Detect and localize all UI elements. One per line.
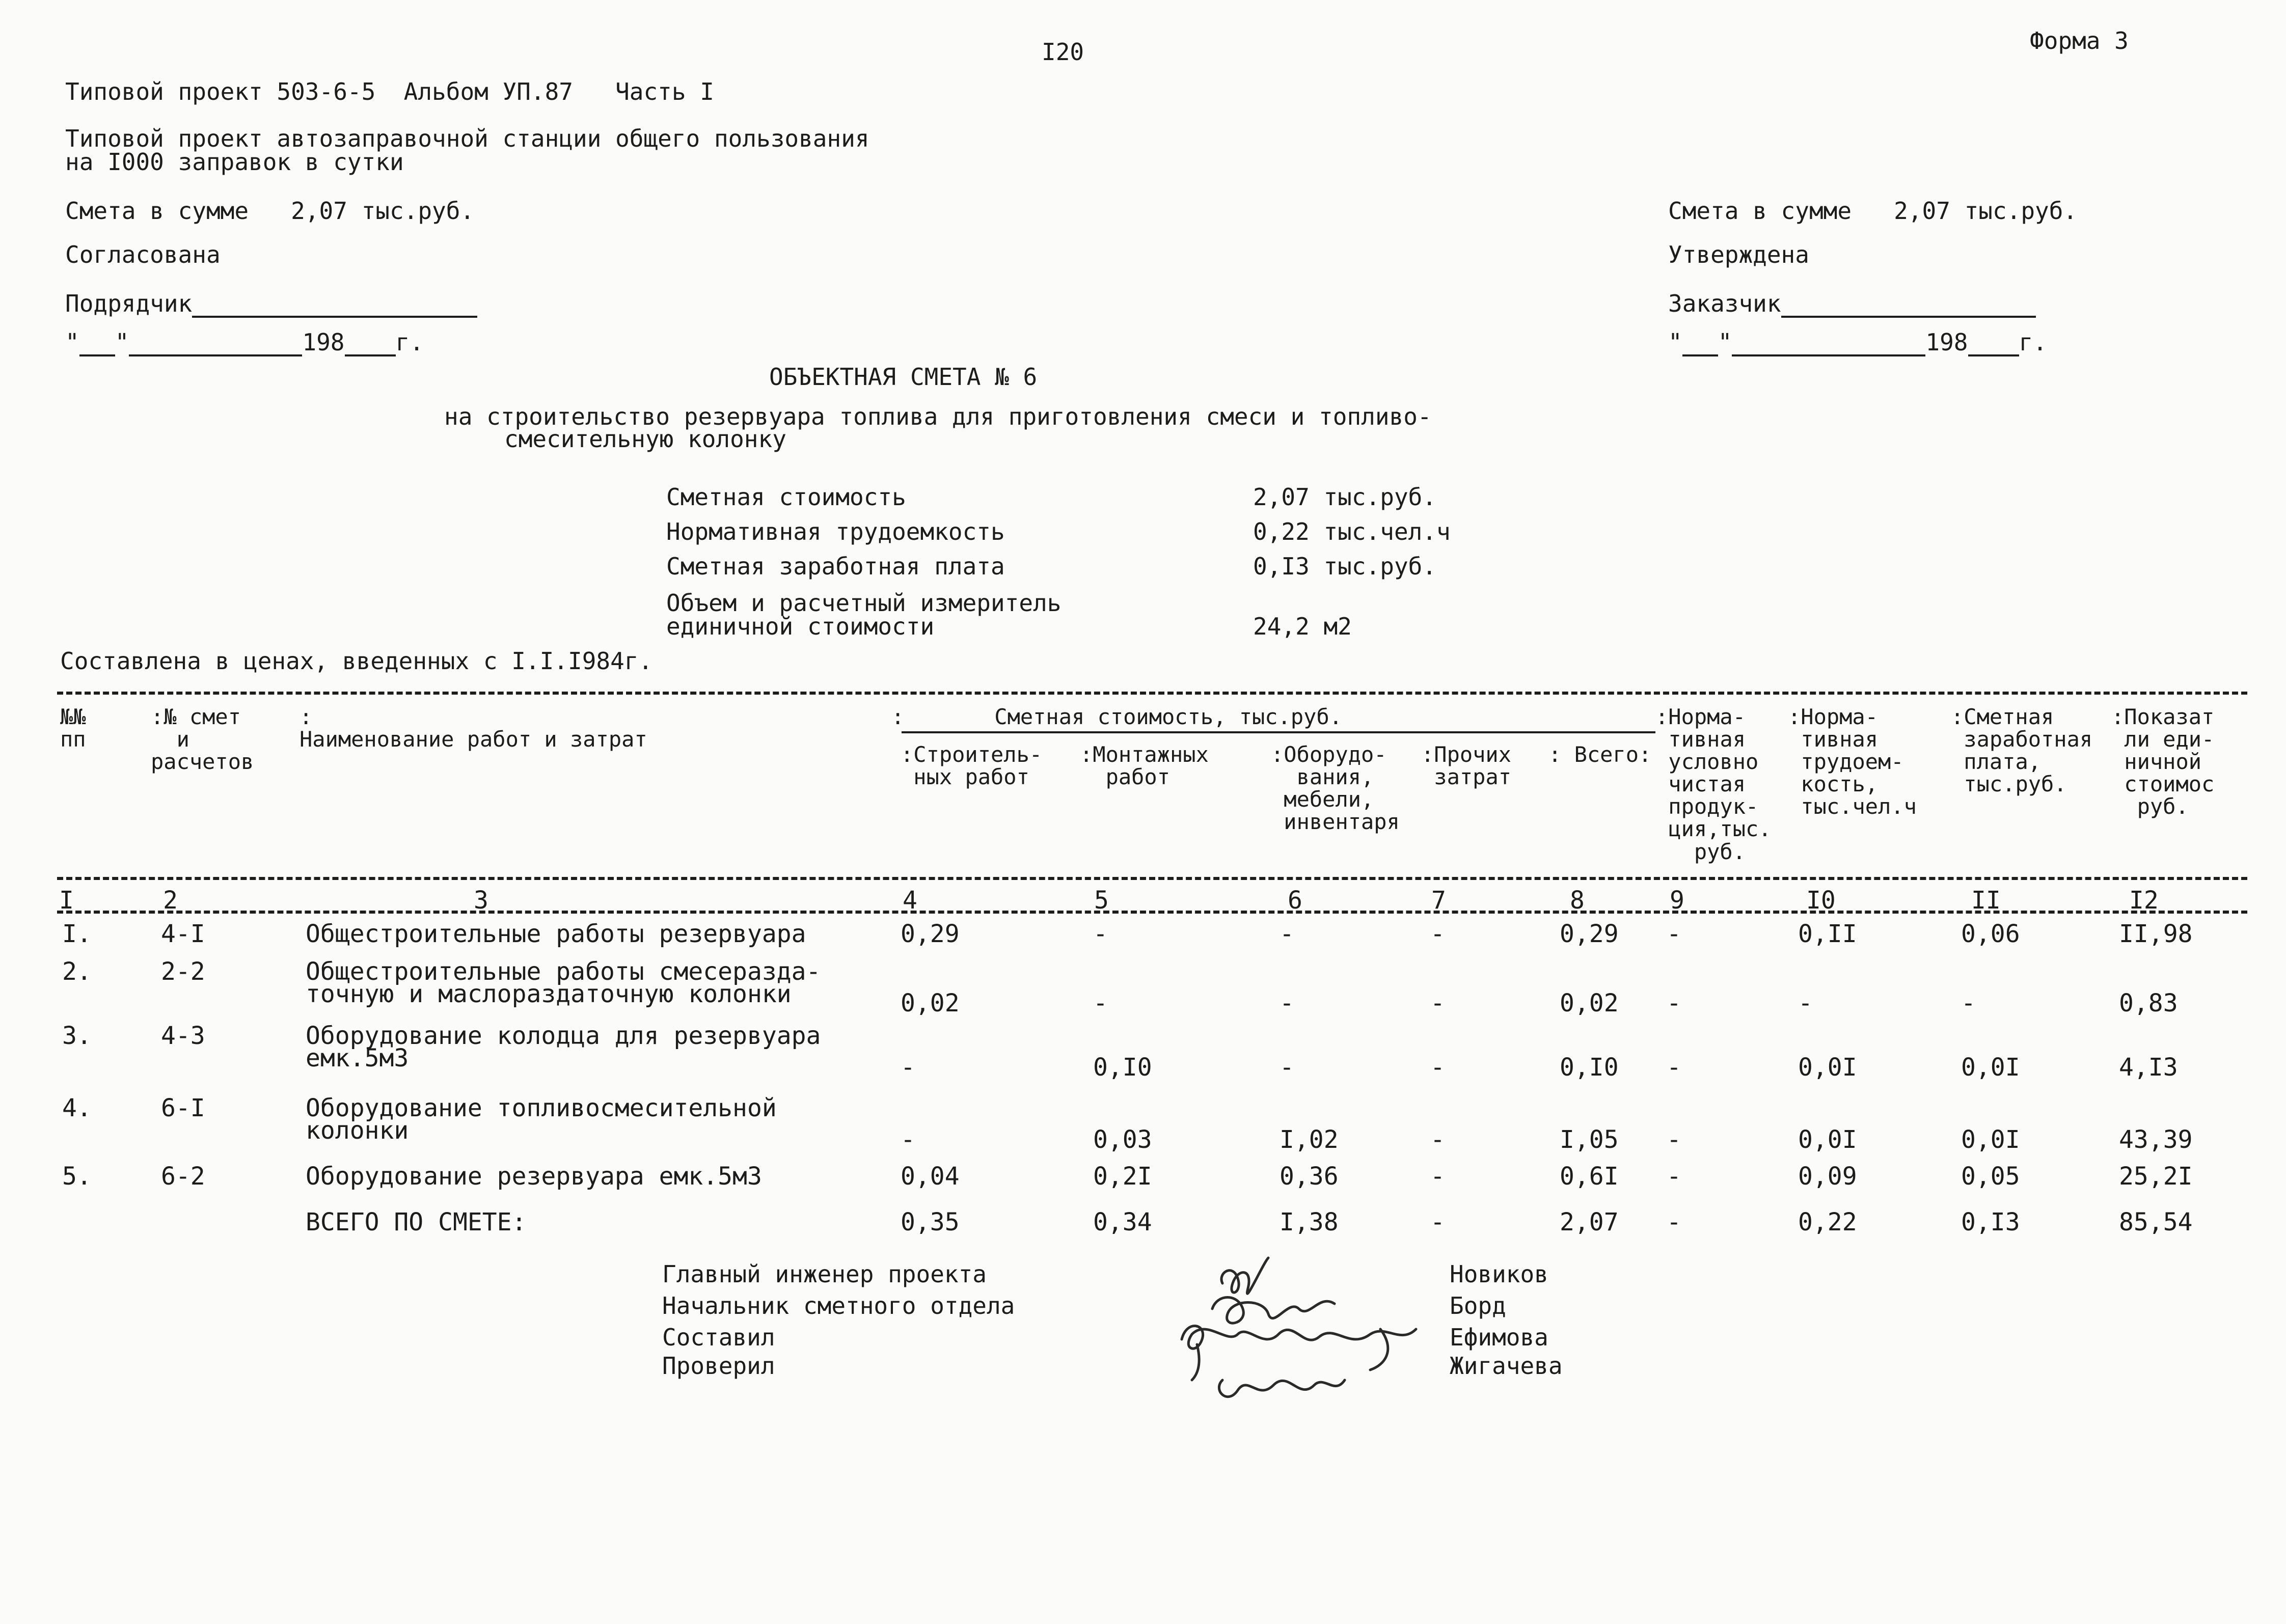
row-work-name: Общестроительные работы резервуара — [306, 920, 806, 948]
row-value-c8: 0,I0 — [1560, 1053, 1619, 1082]
header-bottom-rule — [57, 877, 2247, 880]
header-cost-group: : Сметная стоимость, тыс.руб. — [891, 704, 1343, 729]
row-value-c11: 0,06 — [1961, 920, 2020, 948]
row-value-c11: 0,I3 — [1961, 1208, 2020, 1236]
colnum-11: II — [1971, 886, 2001, 915]
contractor-field — [65, 291, 477, 318]
summary-label-volume-2: единичной стоимости — [666, 613, 935, 640]
row-estimate-ref: 2-2 — [161, 957, 205, 986]
contractor-date: " " 198 г. — [65, 328, 424, 356]
year-prefix: 198 — [302, 328, 345, 356]
row-estimate-ref: 6-2 — [161, 1162, 205, 1191]
header-col-11: :Сметная заработная плата, тыс.руб. — [1951, 704, 2093, 797]
header-col-1: №№ пп — [60, 704, 86, 752]
row-value-c4: 0,29 — [901, 920, 960, 948]
summary-value-cost: 2,07 тыс.руб. — [1253, 483, 1437, 511]
row-value-c10: 0,09 — [1798, 1162, 1857, 1191]
row-value-c5: 0,I0 — [1093, 1053, 1152, 1082]
row-value-c10: 0,22 — [1798, 1208, 1857, 1236]
row-value-c5: - — [1093, 920, 1108, 948]
header-col-2: :№ смет и расчетов — [151, 704, 254, 775]
summary-value-wages: 0,I3 тыс.руб. — [1253, 553, 1437, 580]
row-work-name: Оборудование колодца для резервуара — [306, 1022, 821, 1050]
colnum-4: 4 — [903, 886, 917, 915]
row-value-c10: 0,0I — [1798, 1053, 1857, 1082]
row-value-c6: - — [1280, 920, 1294, 948]
row-work-name: ВСЕГО ПО СМЕТЕ: — [306, 1208, 527, 1236]
customer-field — [1668, 291, 2036, 318]
row-value-c4: 0,02 — [901, 989, 960, 1017]
row-value-c7: - — [1430, 1162, 1445, 1191]
summary-label-cost: Сметная стоимость — [666, 483, 906, 511]
row-value-c5: - — [1093, 989, 1108, 1017]
header-col-3: : Наименование работ и затрат — [300, 704, 647, 752]
colnum-8: 8 — [1570, 886, 1585, 915]
approved-label: Утверждена — [1668, 241, 1809, 268]
row-value-c12: 85,54 — [2119, 1208, 2193, 1236]
row-value-c8: 0,02 — [1560, 989, 1619, 1017]
row-value-c12: 43,39 — [2119, 1125, 2193, 1154]
header-col-10: :Норма- тивная трудоем- кость, тыс.чел.ч — [1788, 704, 1917, 819]
colnum-1: I — [59, 886, 74, 915]
colnum-9: 9 — [1670, 886, 1684, 915]
day-line — [79, 330, 115, 356]
handwritten-signatures — [1166, 1253, 1431, 1416]
month-line — [1732, 330, 1925, 356]
sig-role-estimate-head: Начальник сметного отдела — [662, 1292, 1015, 1319]
row-work-name: Оборудование топливосмесительной — [306, 1094, 777, 1122]
header-col-7: :Прочих затрат — [1421, 742, 1512, 790]
row-value-c10: 0,0I — [1798, 1125, 1857, 1154]
year-prefix: 198 — [1925, 328, 1968, 356]
colnum-10: I0 — [1806, 886, 1836, 915]
cost-group-underline — [902, 731, 1655, 733]
row-value-c12: 0,83 — [2119, 989, 2178, 1017]
header-col-4: :Строитель- ных работ — [901, 742, 1043, 790]
sig-name-chief-engineer: Новиков — [1450, 1260, 1548, 1288]
row-value-c6: - — [1280, 1053, 1294, 1082]
year-suffix: г. — [2019, 328, 2047, 356]
row-value-c9: - — [1667, 1053, 1681, 1082]
sig-name-compiled: Ефимова — [1450, 1324, 1548, 1351]
contractor-label: Подрядчик — [65, 290, 193, 317]
form-label: Форма 3 — [2030, 27, 2129, 54]
row-value-c4: 0,04 — [901, 1162, 960, 1191]
sig-role-compiled: Составил — [662, 1324, 775, 1351]
row-value-c11: 0,0I — [1961, 1053, 2020, 1082]
row-value-c11: 0,0I — [1961, 1125, 2020, 1154]
customer-date: " " 198 г. — [1668, 328, 2047, 356]
row-value-c9: - — [1667, 920, 1681, 948]
row-value-c4: 0,35 — [901, 1208, 960, 1236]
prices-note: Составлена в ценах, введенных с I.I.I984г. — [60, 647, 653, 675]
row-work-name: колонки — [306, 1116, 409, 1145]
estimate-subtitle-line-1: на строительство резервуара топлива для приготовления смеси и топливо- — [444, 403, 1432, 430]
row-number: 4. — [62, 1094, 92, 1122]
row-number: I. — [62, 920, 92, 948]
row-value-c6: - — [1280, 989, 1294, 1017]
colnum-6: 6 — [1288, 886, 1302, 915]
row-estimate-ref: 4-3 — [161, 1022, 205, 1050]
year-suffix: г. — [395, 328, 424, 356]
row-value-c12: 4,I3 — [2119, 1053, 2178, 1082]
project-line: Типовой проект 503-6-5 Альбом УП.87 Часть I — [65, 78, 714, 105]
summary-label-volume-1: Объем и расчетный измеритель — [666, 589, 1062, 617]
colnum-12: I2 — [2129, 886, 2159, 915]
sig-name-checked: Жигачева — [1450, 1352, 1563, 1380]
row-value-c11: 0,05 — [1961, 1162, 2020, 1191]
row-estimate-ref: 6-I — [161, 1094, 205, 1122]
header-col-6: :Оборудо- вания, мебели, инвентаря — [1271, 742, 1400, 835]
row-value-c9: - — [1667, 1125, 1681, 1154]
row-value-c10: - — [1798, 989, 1813, 1017]
row-value-c5: 0,03 — [1093, 1125, 1152, 1154]
row-value-c7: - — [1430, 920, 1445, 948]
row-value-c9: - — [1667, 989, 1681, 1017]
project-title-line-2: на I000 заправок в сутки — [65, 148, 404, 176]
row-value-c12: II,98 — [2119, 920, 2193, 948]
column-numbers-rule — [57, 911, 2247, 914]
header-col-8: : Всего: — [1548, 742, 1652, 767]
estimate-subtitle-line-2: смесительную колонку — [504, 425, 786, 453]
day-line — [1682, 330, 1718, 356]
row-value-c7: - — [1430, 1125, 1445, 1154]
row-value-c7: - — [1430, 1208, 1445, 1236]
header-col-12: :Показат ли еди- ничной стоимос руб. — [2111, 704, 2215, 819]
agreed-label: Согласована — [65, 241, 221, 268]
month-line — [129, 330, 302, 356]
row-value-c4: - — [901, 1125, 915, 1154]
right-estimate-sum: Смета в сумме 2,07 тыс.руб. — [1668, 197, 2078, 225]
page-number: I20 — [1042, 38, 1084, 66]
row-value-c9: - — [1667, 1162, 1681, 1191]
row-number: 3. — [62, 1022, 92, 1050]
row-value-c7: - — [1430, 989, 1445, 1017]
row-value-c8: 0,6I — [1560, 1162, 1619, 1191]
colnum-7: 7 — [1431, 886, 1446, 915]
row-value-c11: - — [1961, 989, 1976, 1017]
summary-label-wages: Сметная заработная плата — [666, 553, 1005, 580]
summary-value-volume: 24,2 м2 — [1253, 613, 1352, 640]
colnum-2: 2 — [163, 886, 178, 915]
customer-label: Заказчик — [1668, 290, 1781, 317]
row-estimate-ref: 4-I — [161, 920, 205, 948]
estimate-title: ОБЪЕКТНАЯ СМЕТА № 6 — [769, 363, 1038, 391]
summary-value-labor: 0,22 тыс.чел.ч — [1253, 518, 1451, 545]
row-number: 5. — [62, 1162, 92, 1191]
row-number: 2. — [62, 957, 92, 986]
contractor-signature-line — [192, 291, 477, 318]
row-value-c6: I,02 — [1280, 1125, 1339, 1154]
year-line — [1968, 330, 2019, 356]
row-work-name: Общестроительные работы смесераздa- — [306, 957, 821, 986]
row-value-c8: 2,07 — [1560, 1208, 1619, 1236]
row-value-c6: I,38 — [1280, 1208, 1339, 1236]
row-work-name: точную и маслораздаточную колонки — [306, 980, 792, 1008]
year-line — [345, 330, 396, 356]
row-value-c4: - — [901, 1053, 915, 1082]
row-value-c8: 0,29 — [1560, 920, 1619, 948]
table-top-rule — [57, 692, 2247, 695]
row-value-c10: 0,II — [1798, 920, 1857, 948]
row-value-c9: - — [1667, 1208, 1681, 1236]
sig-role-checked: Проверил — [662, 1352, 775, 1380]
row-value-c5: 0,2I — [1093, 1162, 1152, 1191]
sig-role-chief-engineer: Главный инженер проекта — [662, 1260, 987, 1288]
row-value-c8: I,05 — [1560, 1125, 1619, 1154]
sig-name-estimate-head: Борд — [1450, 1292, 1506, 1319]
row-value-c12: 25,2I — [2119, 1162, 2193, 1191]
row-value-c7: - — [1430, 1053, 1445, 1082]
row-value-c6: 0,36 — [1280, 1162, 1339, 1191]
summary-label-labor: Нормативная трудоемкость — [666, 518, 1005, 545]
project-title-line-1: Типовой проект автозаправочной станции общего пользования — [65, 125, 869, 152]
colnum-3: 3 — [474, 886, 488, 915]
left-estimate-sum: Смета в сумме 2,07 тыс.руб. — [65, 197, 475, 225]
row-value-c5: 0,34 — [1093, 1208, 1152, 1236]
header-col-5: :Монтажных работ — [1080, 742, 1209, 790]
customer-signature-line — [1781, 291, 2036, 318]
row-work-name: емк.5м3 — [306, 1044, 409, 1072]
colnum-5: 5 — [1094, 886, 1109, 915]
header-col-9: :Норма- тивная условно чистая продук- ция,тыс. руб. — [1655, 704, 1772, 864]
row-work-name: Оборудование резервуара емк.5м3 — [306, 1162, 762, 1191]
